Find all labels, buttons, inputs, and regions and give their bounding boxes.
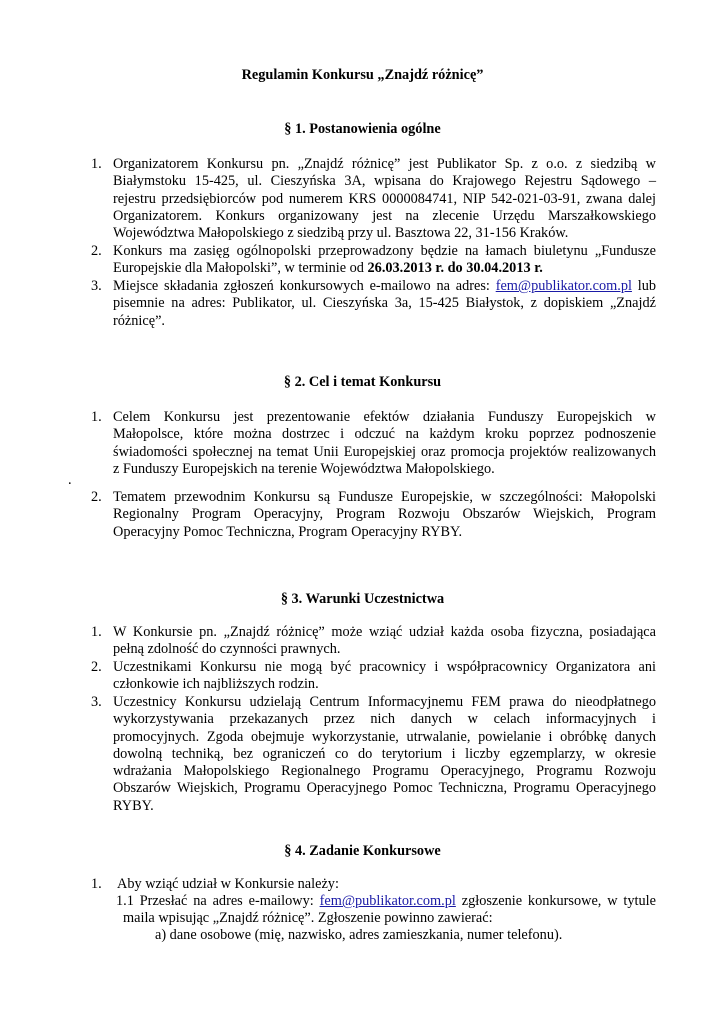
email-link[interactable]: fem@publikator.com.pl (495, 278, 632, 294)
text-line (116, 893, 656, 910)
text-line: członkowie ich najbliższych rodzin. (113, 676, 319, 693)
text-line: Celem Konkursu jest prezentowanie efektów działania Funduszy Europejskich w (113, 409, 656, 425)
text-segment: Europejskie dla Małopolski”, w terminie od (113, 260, 368, 277)
list-number: 3. (91, 278, 102, 294)
s2-item-2 (91, 489, 656, 541)
text-line: wdrażania Małopolskiego Regionalnego Programu Operacyjnego, Programu Rozwoju (113, 763, 656, 780)
stray-mark: . (68, 472, 72, 488)
text-line: Województwa Małopolskiego z siedzibą przy ul. Basztowa 22, 31-156 Kraków. (113, 225, 569, 242)
text-line: maila wpisując „Znajdź różnicę”. Zgłoszenie powinno zawierać: (123, 910, 493, 927)
text-line: W Konkursie pn. „Znajdź różnicę” może wziąć udział każda osoba fizyczna, posiadająca (113, 624, 656, 640)
section-2-heading: § 2. Cel i temat Konkursu (283, 374, 442, 390)
document-title: Regulamin Konkursu „Znajdź różnicę” (241, 67, 484, 83)
list-number: 1. (91, 409, 102, 425)
list-number: 2. (91, 659, 102, 675)
date-range: 26.03.2013 r. do 30.04.2013 r. (367, 260, 543, 277)
s4-subitem-1-1 (116, 893, 656, 928)
text-line: dowolną techniką, bez ograniczeń co do terytorium i liczby egzemplarzy, w okresie (113, 745, 656, 762)
list-number: 1. (91, 624, 102, 640)
list-number: 3. (91, 694, 102, 710)
text-line: pełną zdolność do czynności prawnych. (113, 641, 341, 658)
text-line: Organizatorem. Konkurs organizowany jest na zlecenie Urzędu Marszałkowskiego (113, 207, 656, 224)
text-line: świadomości społecznej na temat Unii Europejskiej oraz promocja projektów realizowanych (113, 443, 656, 460)
s4-item-1 (91, 876, 660, 893)
text-line: Białymstoku 15-425, ul. Cieszyńska 3A, wpisana do Krajowego Rejestru Sądowego – (113, 173, 656, 190)
s1-item-1 (91, 156, 656, 242)
section-1-heading: § 1. Postanowienia ogólne (284, 121, 441, 137)
list-number: 2. (91, 243, 102, 259)
email-link[interactable]: fem@publikator.com.pl (319, 893, 456, 909)
text-line: Uczestnicy Konkursu udzielają Centrum Informacyjnemu FEM prawa do nieodpłatnego (113, 694, 656, 710)
text-line: Regionalny Program Operacyjny, Program Rozwoju Obszarów Wiejskich, Program (113, 506, 656, 523)
s3-item-2 (91, 659, 656, 694)
text-segment: 1.1 Przesłać na adres e-mailowy: (116, 893, 320, 909)
text-line: Aby wziąć udział w Konkursie należy: (117, 876, 339, 892)
text-line: Konkurs ma zasięg ogólnopolski przeprowadzony będzie na łamach biuletynu „Fundusze (113, 243, 656, 259)
s2-item-1 (91, 409, 656, 478)
text-line (113, 278, 656, 295)
s3-item-1 (91, 624, 656, 659)
s4-subitem-a: a) dane osobowe (mię, nazwisko, adres zamieszkania, numer telefonu). (155, 927, 563, 943)
text-line: RYBY. (113, 797, 154, 814)
text-line: z Funduszy Europejskich na terenie Województwa Małopolskiego. (113, 460, 495, 477)
text-line: Organizatorem Konkursu pn. „Znajdź różnicę” jest Publikator Sp. z o.o. z siedzibą w (113, 156, 656, 172)
text-line: Operacyjny Pomoc Techniczna, Program Operacyjny RYBY. (113, 523, 463, 540)
text-line: Obszarów Wiejskich, Programu Operacyjnego Pomoc Techniczna, Programu Operacyjnego (113, 780, 656, 797)
text-line: Uczestnikami Konkursu nie mogą być pracownicy i współpracownicy Organizatora ani (113, 659, 656, 675)
s1-item-2 (91, 243, 656, 278)
text-line: pisemnie na adres: Publikator, ul. Cieszyńska 3a, 15-425 Białystok, z dopiskiem „Znajdź (113, 295, 656, 312)
text-segment: Miejsce składania zgłoszeń konkursowych e-mailowo na adres: (113, 278, 496, 294)
list-number: 2. (91, 489, 102, 505)
list-number: 1. (91, 876, 102, 892)
text-segment: lub (631, 278, 657, 294)
text-line: Małopolsce, które można dostrzec i odczuć na każdym kroku poprzez podnoszenie (113, 426, 656, 443)
s3-item-3 (91, 694, 656, 815)
section-3-heading: § 3. Warunki Uczestnictwa (280, 591, 445, 607)
section-4-heading: § 4. Zadanie Konkursowe (284, 843, 441, 859)
text-line: wykorzystywania przekazanych przez nich danych w celach informacyjnych i (113, 711, 656, 728)
text-line: Tematem przewodnim Konkursu są Fundusze Europejskie, w szczególności: Małopolski (113, 489, 656, 505)
s1-item-3 (91, 278, 657, 330)
text-line: rejestru przedsiębiorców pod numerem KRS 0000084741, NIP 542-021-03-91, zwana dalej (113, 190, 656, 207)
text-line: promocyjnych. Zgoda obejmuje wykorzystanie, utrwalanie, powielanie i obróbkę danych (113, 728, 656, 745)
text-segment: zgłoszenie konkursowe, w tytule (455, 893, 656, 909)
text-line (113, 260, 656, 277)
text-line: różnicę”. (113, 312, 165, 329)
list-number: 1. (91, 156, 102, 172)
